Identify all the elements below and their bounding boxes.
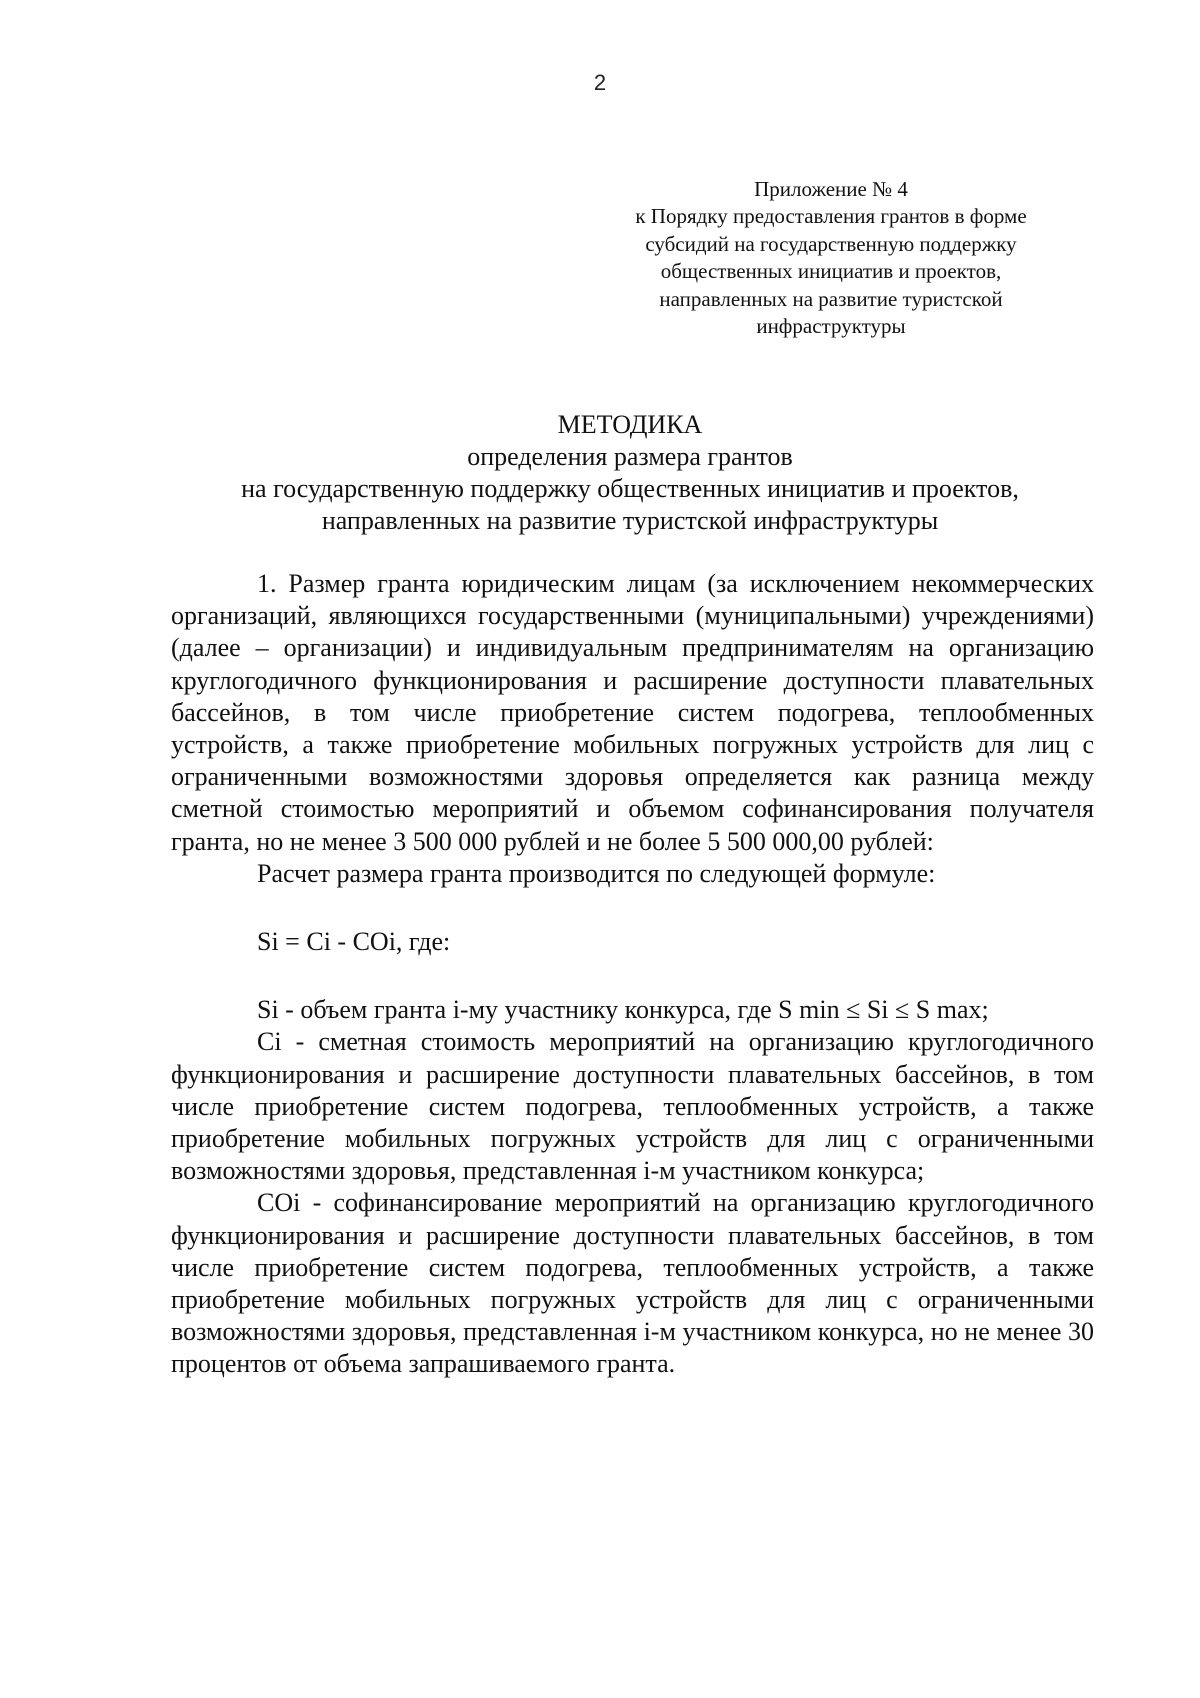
appendix-line: субсидий на государственную поддержку bbox=[645, 231, 1017, 256]
paragraph-calculation-intro: Расчет размера гранта производится по следующей формуле: bbox=[257, 858, 936, 888]
title-line: направленных на развитие туристской инфраструктуры bbox=[321, 506, 939, 535]
definition-coi: COi - софинансирование мероприятий на организацию круглогодичного функционирования и расширение доступности плавательных бассейнов, в том числе приобретение систем подогрева, теплообменных устройств, а также приобретение мобильных погружных устройств для лиц с ограниченными возможностями здоровья, представленная i-м участником конкурса, но не менее 30 процентов от объема запрашиваемого гранта. bbox=[171, 1188, 1094, 1379]
appendix-line: к Порядку предоставления грантов в форме bbox=[635, 204, 1027, 229]
document-title bbox=[160, 409, 1100, 537]
appendix-header bbox=[598, 176, 1064, 340]
title-line: на государственную поддержку общественных инициатив и проектов, bbox=[241, 474, 1019, 503]
title-line: МЕТОДИКА bbox=[557, 410, 703, 439]
appendix-line: направленных на развитие туристской bbox=[659, 286, 1003, 311]
appendix-line: инфраструктуры bbox=[756, 314, 906, 339]
definition-ci: Ci - сметная стоимость мероприятий на организацию круглогодичного функционирования и расширение доступности плавательных бассейнов, в том числе приобретение систем подогрева, теплообменных устройств, а также приобретение мобильных погружных устройств для лиц с ограниченными возможностями здоровья, представленная i-м участником конкурса; bbox=[171, 1027, 1094, 1186]
paragraph-grant-size: 1. Размер гранта юридическим лицам (за исключением некоммерческих организаций, являющихся государственными (муниципальными) учреждениями) (далее – организации) и индивидуальным предпринимателям на организацию круглогодичного функционирования и расширение доступности плавательных бассейнов, в том числе приобретение систем подогрева, теплообменных устройств, а также приобретение мобильных погружных устройств для лиц с ограниченными возможностями здоровья определяется как разница между сметной стоимостью мероприятий и объемом софинансирования получателя гранта, но не менее 3 500 000 рублей и не более 5 500 000,00 рублей: bbox=[171, 569, 1094, 856]
document-body bbox=[171, 568, 1094, 1381]
title-line: определения размера грантов bbox=[467, 442, 793, 471]
grant-formula: Si = Ci - COi, где: bbox=[257, 927, 451, 957]
page-number: 2 bbox=[593, 70, 607, 95]
definition-si: Si - объем гранта i-му участнику конкурса, где S min ≤ Si ≤ S max; bbox=[257, 995, 989, 1025]
appendix-line: общественных инициатив и проектов, bbox=[660, 259, 1002, 284]
appendix-line: Приложение № 4 bbox=[754, 177, 908, 201]
